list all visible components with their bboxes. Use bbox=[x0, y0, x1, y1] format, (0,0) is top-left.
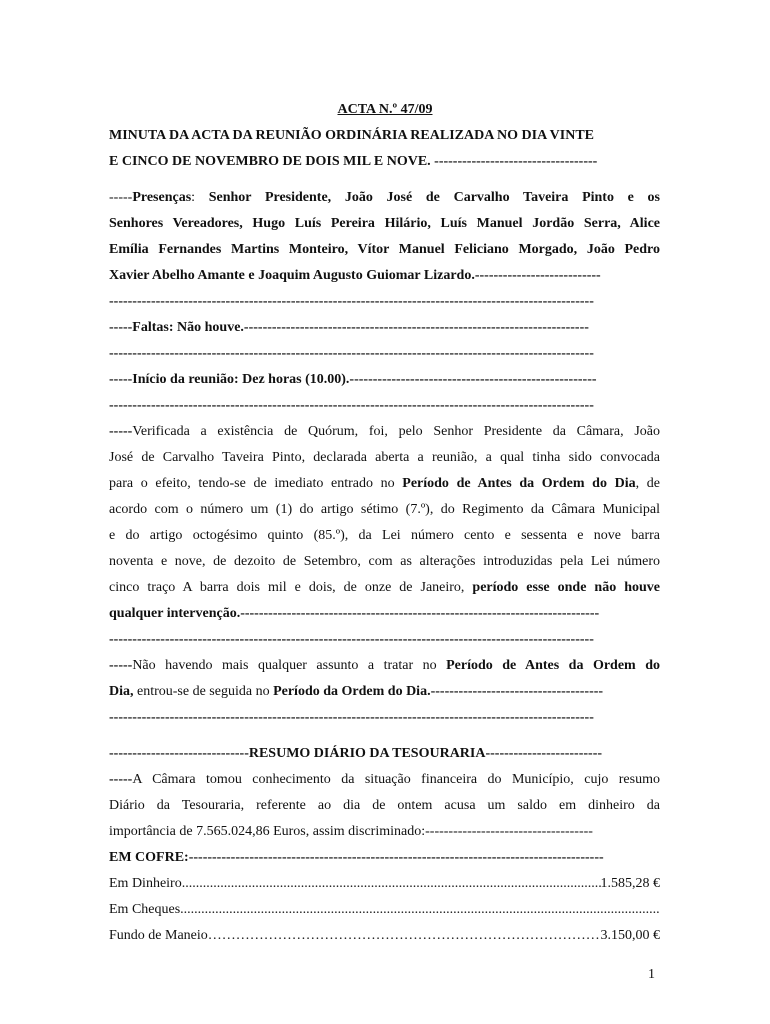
page-number: 1 bbox=[648, 967, 655, 982]
nao-havendo-line-1 bbox=[109, 657, 660, 675]
inicio-line: -----Início da reunião: Dez horas (10.00).----------------------------------------------------- bbox=[109, 372, 597, 387]
item-em-dinheiro bbox=[109, 875, 660, 893]
period-name: Dia, bbox=[109, 684, 134, 699]
item-label: Fundo de Maneio bbox=[109, 928, 208, 943]
resumo-line-1 bbox=[109, 771, 660, 789]
verificada-text: Verificada a existência de Quórum, foi, pelo Senhor Presidente da Câmara, João bbox=[132, 424, 660, 439]
verificada-line-1 bbox=[109, 423, 660, 441]
dot-leader bbox=[182, 875, 601, 893]
verificada-line-2: José de Carvalho Taveira Pinto, declarada aberta a reunião, a qual tinha sido convocada bbox=[109, 450, 660, 465]
presencas-line-2: Senhores Vereadores, Hugo Luís Pereira Hilário, Luís Manuel Jordão Serra, Alice bbox=[109, 216, 660, 231]
dot-leader bbox=[208, 927, 601, 945]
resumo-line-2: Diário da Tesouraria, referente ao dia de ontem acusa um saldo em dinheiro da bbox=[109, 798, 660, 813]
dash-line: -------------------------------------------------------------------------------------------------------- bbox=[109, 294, 594, 309]
dash-line: -------------------------------------------------------------------------------------------------------- bbox=[109, 632, 594, 647]
verificada-text: , de bbox=[635, 476, 660, 491]
dash-line: -------------------------------------------------------------------------------------------------------- bbox=[109, 346, 594, 361]
dash-prefix: ----- bbox=[109, 190, 133, 205]
faltas-line: -----Faltas: Não houve.-------------------------------------------------------------------------- bbox=[109, 320, 589, 335]
dash-prefix: ----- bbox=[109, 772, 133, 787]
dash-prefix: ----- bbox=[109, 424, 133, 439]
presencas-label: Presenças bbox=[132, 190, 192, 205]
period-name: Período da Ordem do Dia. bbox=[273, 684, 431, 699]
document-title: ACTA N.º 47/09 bbox=[337, 102, 433, 117]
verificada-line-6: noventa e nove, de dezoito de Setembro, com as alterações introduzidas pela Lei número bbox=[109, 554, 660, 569]
resumo-heading: ------------------------------RESUMO DIÁRIO DA TESOURARIA------------------------- bbox=[109, 746, 603, 761]
verificada-bold-text: período esse onde não houve bbox=[472, 580, 660, 595]
period-name: Período de Antes da Ordem do Dia bbox=[402, 476, 636, 491]
em-cofre-line: EM COFRE:----------------------------------------------------------------------------------------- bbox=[109, 850, 604, 865]
nao-havendo-text: Não havendo mais qualquer assunto a tratar no bbox=[132, 658, 447, 673]
period-name: Período de Antes da Ordem do bbox=[446, 658, 660, 673]
resumo-text: A Câmara tomou conhecimento da situação financeira do Município, cujo resumo bbox=[132, 772, 660, 787]
dash-fill: ------------------------------------- bbox=[430, 684, 604, 699]
heading-line-2: E CINCO DE NOVEMBRO DE DOIS MIL E NOVE. ----------------------------------- bbox=[109, 154, 598, 169]
verificada-line-7 bbox=[109, 579, 660, 597]
verificada-line-3 bbox=[109, 475, 660, 493]
colon: : bbox=[191, 190, 209, 205]
resumo-line-3: importância de 7.565.024,86 Euros, assim discriminado:------------------------------------ bbox=[109, 824, 593, 839]
dash-line: -------------------------------------------------------------------------------------------------------- bbox=[109, 710, 594, 725]
item-value: 1.585,28 € bbox=[600, 876, 660, 891]
nao-havendo-text: entrou-se de seguida no bbox=[133, 684, 274, 699]
presencas-line-4: Xavier Abelho Amante e Joaquim Augusto Guiomar Lizardo.--------------------------- bbox=[109, 268, 601, 283]
dash-prefix: ----- bbox=[109, 658, 133, 673]
item-label: Em Cheques bbox=[109, 902, 181, 917]
item-label: Em Dinheiro bbox=[109, 876, 182, 891]
verificada-line-4: acordo com o número um (1) do artigo sétimo (7.º), do Regimento da Câmara Municipal bbox=[109, 502, 660, 517]
item-value: 3.150,00 € bbox=[600, 928, 660, 943]
verificada-line-5: e do artigo octogésimo quinto (85.º), da Lei número cento e sessenta e nove barra bbox=[109, 528, 660, 543]
dash-line: -------------------------------------------------------------------------------------------------------- bbox=[109, 398, 594, 413]
presencas-line-1 bbox=[109, 189, 660, 207]
dot-leader bbox=[180, 901, 660, 919]
nao-havendo-line-2 bbox=[109, 683, 660, 701]
verificada-text: para o efeito, tendo-se de imediato entrado no bbox=[109, 476, 403, 491]
verificada-line-8: qualquer intervenção.----------------------------------------------------------------------------- bbox=[109, 606, 600, 621]
heading-line-1: MINUTA DA ACTA DA REUNIÃO ORDINÁRIA REALIZADA NO DIA VINTE bbox=[109, 128, 595, 143]
item-fundo-maneio bbox=[109, 927, 660, 945]
presencas-line-3: Emília Fernandes Martins Monteiro, Vítor Manuel Feliciano Morgado, João Pedro bbox=[109, 242, 660, 257]
verificada-text: cinco traço A barra dois mil e dois, de onze de Janeiro, bbox=[109, 580, 473, 595]
presencas-text: Senhor Presidente, João José de Carvalho Taveira Pinto e os bbox=[208, 190, 660, 205]
item-em-cheques bbox=[109, 901, 660, 919]
